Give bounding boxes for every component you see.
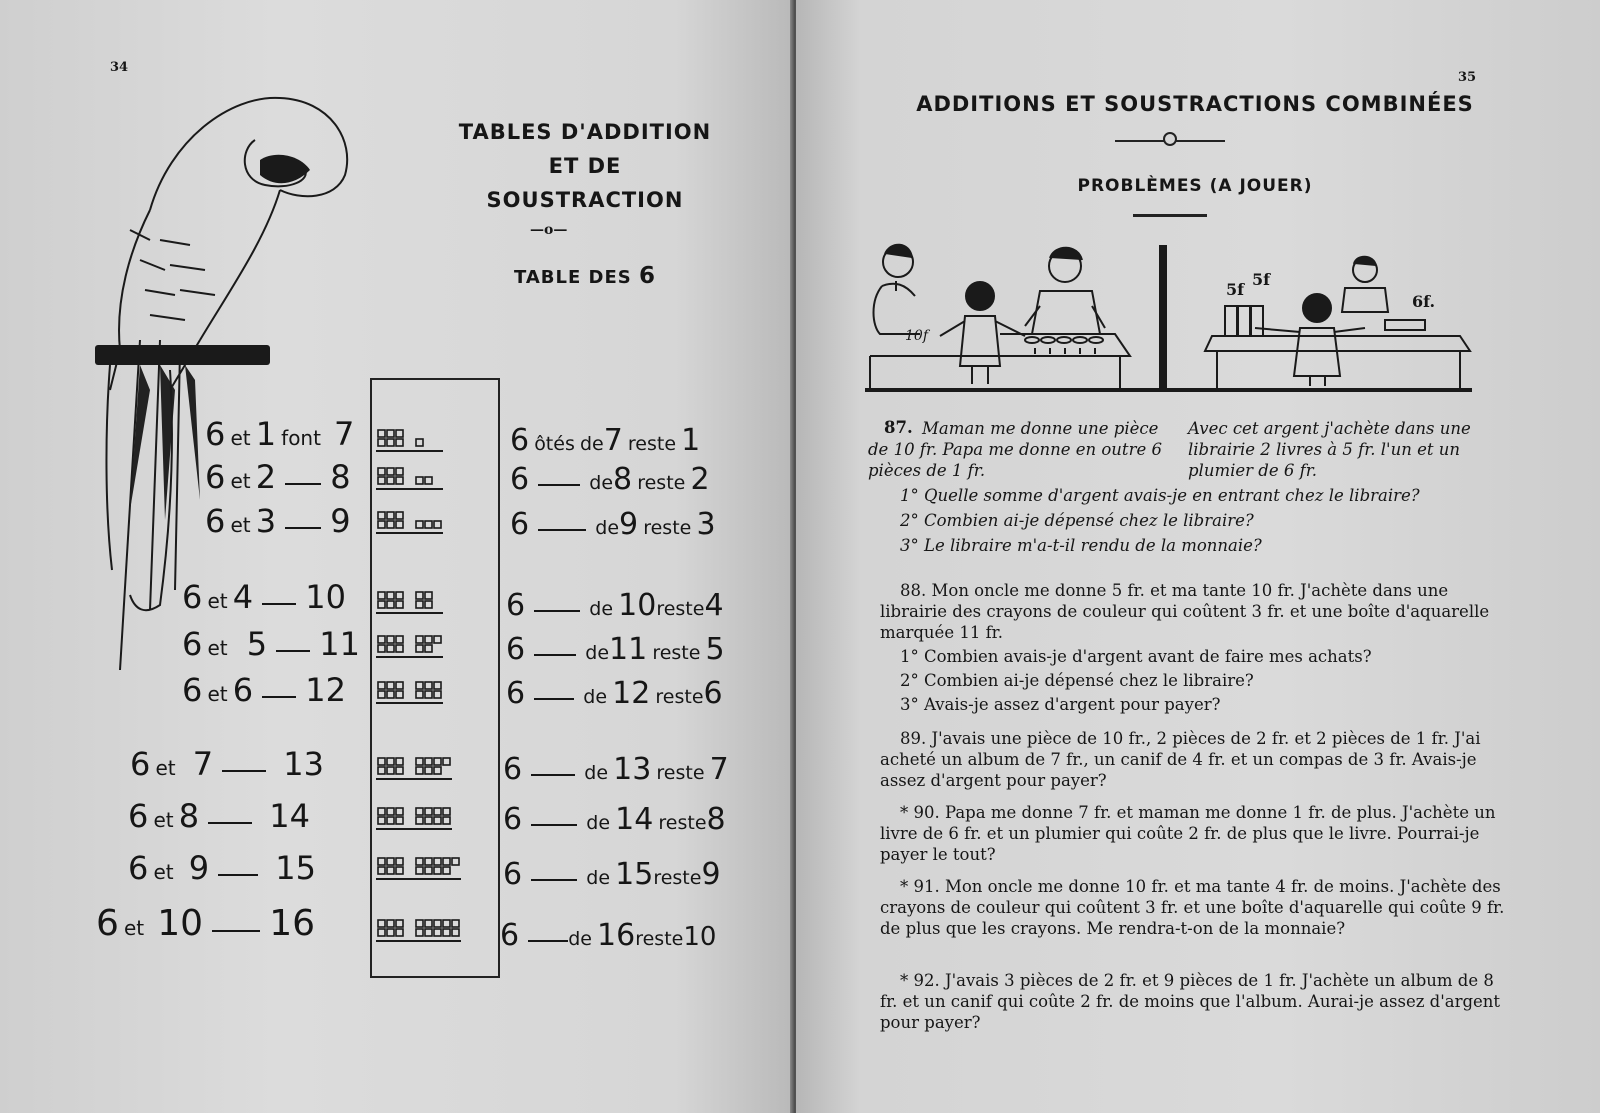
operand: 6 xyxy=(503,752,523,787)
problem-87-left: Maman me donne une pièce de 10 fr. Papa me donne en outre 6 pièces de 1 fr. xyxy=(868,419,1162,480)
counting-block xyxy=(378,817,385,824)
total: 13 xyxy=(613,752,652,787)
problem-number: 87. xyxy=(884,418,913,437)
right-page xyxy=(796,0,1600,1113)
subtitle-underline xyxy=(1133,214,1207,217)
counting-block xyxy=(387,920,394,927)
counting-block xyxy=(425,929,432,936)
problem-90 xyxy=(880,802,1505,865)
subtraction-row xyxy=(503,857,721,892)
result: 13 xyxy=(283,745,324,783)
remainder: 4 xyxy=(704,588,724,623)
counting-block xyxy=(378,691,385,698)
reste-word: reste xyxy=(656,598,705,620)
counting-block xyxy=(387,808,394,815)
counting-block xyxy=(378,858,385,865)
addition-row xyxy=(182,578,346,616)
reste-word: reste xyxy=(658,812,707,834)
page-title-left xyxy=(420,115,750,217)
counting-block xyxy=(416,682,423,689)
problem-text: * 91. Mon oncle me donne 10 fr. et ma tante 4 fr. de moins. J'achète des crayons de couleur qui coûtent 3 fr. et une boîte d'aquarelle qui coûte 9 fr. de plus que les crayons. Me rendra-t-on de la monnaie? xyxy=(880,877,1505,938)
counting-block xyxy=(443,858,450,865)
counting-block xyxy=(452,920,459,927)
operand: 6 xyxy=(500,918,520,953)
de-word: de xyxy=(568,928,592,950)
remainder: 6 xyxy=(703,676,723,711)
operand: 3 xyxy=(255,502,277,540)
result: 8 xyxy=(330,458,351,496)
page-title-right: ADDITIONS ET SOUSTRACTIONS COMBINÉES xyxy=(916,92,1474,116)
counting-block xyxy=(396,767,403,774)
counting-block xyxy=(396,858,403,865)
de-word: de xyxy=(595,517,620,539)
addition-row xyxy=(182,625,360,663)
counting-block xyxy=(378,468,385,475)
counting-block xyxy=(416,767,423,774)
counting-block xyxy=(396,808,403,815)
counting-block xyxy=(396,430,403,437)
pencil-case-price-label: 6f. xyxy=(1412,292,1436,311)
de-word: de xyxy=(583,686,608,708)
rule-ornament xyxy=(1163,132,1177,146)
counting-block xyxy=(416,867,423,874)
counting-block xyxy=(416,929,423,936)
problem-92 xyxy=(880,970,1505,1033)
counting-block xyxy=(387,468,394,475)
counting-block xyxy=(378,682,385,689)
et-word: et xyxy=(153,860,174,884)
problem-87-right: Avec cet argent j'achète dans une librairie 2 livres à 5 fr. l'un et un plumier de 6 fr. xyxy=(1188,419,1471,480)
operand: 9 xyxy=(188,849,210,887)
remainder: 3 xyxy=(696,507,716,542)
total: 15 xyxy=(615,857,654,892)
result: 16 xyxy=(269,903,316,944)
et-word: et xyxy=(230,469,251,493)
addition-row xyxy=(128,849,316,887)
counting-block xyxy=(416,858,423,865)
subtraction-row xyxy=(503,802,726,837)
counting-block xyxy=(396,477,403,484)
counting-block xyxy=(452,929,459,936)
problem-89 xyxy=(880,728,1505,791)
subtraction-row xyxy=(506,676,723,711)
operand: 8 xyxy=(178,797,200,835)
remainder: 1 xyxy=(681,423,701,458)
left-page xyxy=(0,0,794,1113)
addition-row xyxy=(205,502,351,540)
counting-block xyxy=(387,592,394,599)
operand: 6 xyxy=(96,903,119,944)
subtraction-row xyxy=(503,752,729,787)
coin-label: 10f xyxy=(905,328,928,344)
counting-block xyxy=(396,817,403,824)
counting-block xyxy=(416,645,423,652)
et-word: et xyxy=(230,426,251,450)
subtraction-row xyxy=(500,918,716,953)
counting-block xyxy=(387,691,394,698)
problem-text: * 90. Papa me donne 7 fr. et maman me donne 1 fr. de plus. J'achète un livre de 6 fr. et un plumier qui coûte 2 fr. de plus que le livre. Pourrai-je payer le tout? xyxy=(880,803,1496,864)
counting-block xyxy=(387,867,394,874)
result: 10 xyxy=(305,578,346,616)
operand: 6 xyxy=(128,797,149,835)
counting-block xyxy=(434,767,441,774)
counting-block xyxy=(434,920,441,927)
operand: 6 xyxy=(182,578,203,616)
total: 14 xyxy=(615,802,654,837)
et-word: et xyxy=(155,756,176,780)
total: 12 xyxy=(612,676,651,711)
result: 9 xyxy=(330,502,351,540)
question: 1° Quelle somme d'argent avais-je en entrant chez le libraire? xyxy=(900,486,1420,505)
de-word: de xyxy=(586,812,611,834)
reste-word: reste xyxy=(655,686,704,708)
counting-block xyxy=(434,682,441,689)
counting-block xyxy=(378,439,385,446)
counting-block xyxy=(396,439,403,446)
page-number-left: 34 xyxy=(110,60,129,75)
de-word: de xyxy=(585,642,610,664)
counting-block xyxy=(396,758,403,765)
operand: 6 xyxy=(182,671,203,709)
addition-row xyxy=(182,671,346,709)
et-word: et xyxy=(207,636,228,660)
counting-block xyxy=(443,929,450,936)
title-line: TABLES D'ADDITION xyxy=(458,120,712,144)
operand: 6 xyxy=(205,458,226,496)
problem-87-questions xyxy=(880,485,1505,556)
book-price-label: 5f xyxy=(1226,280,1245,299)
counting-blocks-column xyxy=(370,378,500,978)
counting-block xyxy=(378,920,385,927)
counting-block xyxy=(425,758,432,765)
counting-block xyxy=(396,521,403,528)
counting-block xyxy=(387,512,394,519)
title-line: SOUSTRACTION xyxy=(486,188,684,212)
subtitle-text: TABLE DES xyxy=(513,267,632,288)
counting-block xyxy=(443,758,450,765)
counting-block xyxy=(434,758,441,765)
counting-block xyxy=(425,521,432,528)
remainder: 7 xyxy=(709,752,729,787)
reste-word: reste xyxy=(652,642,701,664)
operand: 6 xyxy=(182,625,203,663)
counting-block xyxy=(425,682,432,689)
de-word: de xyxy=(584,762,609,784)
operand: 6 xyxy=(506,588,526,623)
operand: 10 xyxy=(157,903,204,944)
total: 16 xyxy=(597,918,636,953)
operand: 6 xyxy=(205,415,226,453)
et-word: et xyxy=(207,589,228,613)
counting-block xyxy=(416,601,423,608)
operand: 6 xyxy=(510,507,530,542)
question: 3° Avais-je assez d'argent pour payer? xyxy=(900,695,1221,714)
counting-block xyxy=(387,929,394,936)
counting-block xyxy=(396,512,403,519)
operand: 6 xyxy=(130,745,151,783)
counting-block xyxy=(425,477,432,484)
total: 10 xyxy=(618,588,657,623)
counting-block xyxy=(387,858,394,865)
result: 12 xyxy=(305,671,346,709)
result: 11 xyxy=(319,625,360,663)
counting-block xyxy=(396,867,403,874)
problem-88 xyxy=(880,580,1505,715)
question: 1° Combien avais-je d'argent avant de faire mes achats? xyxy=(900,647,1372,666)
result: 7 xyxy=(334,415,355,453)
counting-block xyxy=(387,636,394,643)
counting-block xyxy=(416,592,423,599)
counting-block xyxy=(425,817,432,824)
counting-block xyxy=(387,439,394,446)
counting-block xyxy=(425,920,432,927)
counting-block xyxy=(416,439,423,446)
counting-block xyxy=(378,929,385,936)
operand: 6 xyxy=(128,849,149,887)
problems-subtitle: PROBLÈMES (A JOUER) xyxy=(1077,176,1313,196)
separator: —o— xyxy=(530,222,568,238)
reste-word: reste xyxy=(627,433,677,455)
problem-text: 88. Mon oncle me donne 5 fr. et ma tante 10 fr. J'achète dans une librairie des crayons de couleur qui coûtent 3 fr. et une boîte d'aquarelle marquée 11 fr. xyxy=(880,581,1490,642)
subtraction-row xyxy=(510,507,716,542)
addition-row xyxy=(96,903,315,944)
et-word: et xyxy=(207,682,228,706)
title-line: ET DE xyxy=(548,154,622,178)
reste-word: reste xyxy=(637,472,686,494)
counting-block xyxy=(443,920,450,927)
addition-row xyxy=(205,415,354,453)
de-word: de xyxy=(589,598,614,620)
subtraction-row xyxy=(510,423,700,458)
operand: 6 xyxy=(503,802,523,837)
remainder: 10 xyxy=(683,922,717,952)
result: 14 xyxy=(269,797,310,835)
reste-word: reste xyxy=(643,517,692,539)
reste-word: reste xyxy=(653,867,702,889)
counting-block xyxy=(387,430,394,437)
counting-block xyxy=(416,691,423,698)
counting-block xyxy=(396,636,403,643)
remainder: 2 xyxy=(690,462,710,497)
counting-block xyxy=(443,817,450,824)
counting-block xyxy=(396,601,403,608)
counting-block xyxy=(378,601,385,608)
counting-block xyxy=(396,691,403,698)
counting-block xyxy=(416,636,423,643)
operand: 6 xyxy=(503,857,523,892)
counting-block xyxy=(416,477,423,484)
de-word: de xyxy=(589,472,614,494)
counting-block xyxy=(443,867,450,874)
subtraction-row xyxy=(506,588,724,623)
counting-block xyxy=(425,858,432,865)
counting-block xyxy=(425,601,432,608)
total: 9 xyxy=(619,507,639,542)
counting-block xyxy=(416,758,423,765)
counting-block xyxy=(396,682,403,689)
page-number-right: 35 xyxy=(1458,70,1477,85)
shop-illustration xyxy=(860,236,1475,401)
counting-block xyxy=(416,817,423,824)
counting-block xyxy=(416,920,423,927)
operand: 6 xyxy=(510,462,530,497)
counting-block xyxy=(378,592,385,599)
subtraction-row xyxy=(510,462,710,497)
counting-block xyxy=(387,758,394,765)
counting-block xyxy=(387,477,394,484)
counting-block xyxy=(425,592,432,599)
counting-block xyxy=(378,521,385,528)
counting-block xyxy=(425,767,432,774)
operand: 6 xyxy=(205,502,226,540)
counting-block xyxy=(387,645,394,652)
counting-block xyxy=(396,645,403,652)
addition-row xyxy=(130,745,324,783)
counting-block xyxy=(396,468,403,475)
operand: 6 xyxy=(506,676,526,711)
counting-block xyxy=(378,477,385,484)
operand: 5 xyxy=(246,625,268,663)
counting-block xyxy=(425,691,432,698)
counting-block xyxy=(387,682,394,689)
operand: 2 xyxy=(255,458,277,496)
counting-block xyxy=(425,645,432,652)
problem-91 xyxy=(880,876,1505,939)
counting-block xyxy=(434,521,441,528)
et-word: et xyxy=(230,513,251,537)
counting-block xyxy=(434,636,441,643)
question: 2° Combien ai-je dépensé chez le libraire? xyxy=(900,511,1254,530)
operand: 7 xyxy=(192,745,214,783)
counting-block xyxy=(434,858,441,865)
remainder: 5 xyxy=(705,632,725,667)
counting-block xyxy=(416,808,423,815)
counting-block xyxy=(434,808,441,815)
font-word: font xyxy=(281,426,321,450)
counting-block xyxy=(387,817,394,824)
counting-block xyxy=(434,817,441,824)
counting-block xyxy=(434,929,441,936)
de-word: de xyxy=(579,433,604,455)
total: 7 xyxy=(603,423,623,458)
problem-text: * 92. J'avais 3 pièces de 2 fr. et 9 pièces de 1 fr. J'achète un album de 8 fr. et un canif qui coûte 2 fr. de moins que l'album. Aurai-je assez d'argent pour payer? xyxy=(880,971,1501,1032)
reste-word: reste xyxy=(635,928,684,950)
problem-text: 89. J'avais une pièce de 10 fr., 2 pièces de 2 fr. et 2 pièces de 1 fr. J'ai acheté un album de 7 fr., un canif de 4 fr. et un compas de 3 fr. Avais-je assez d'argent pour payer? xyxy=(880,729,1481,790)
counting-block xyxy=(443,808,450,815)
question: 2° Combien ai-je dépensé chez le libraire? xyxy=(900,671,1254,690)
subtraction-row xyxy=(506,632,725,667)
counting-block xyxy=(434,867,441,874)
otes-word: ôtés xyxy=(534,433,575,455)
counting-block xyxy=(452,858,459,865)
operand: 6 xyxy=(506,632,526,667)
counting-block xyxy=(387,767,394,774)
counting-block xyxy=(387,521,394,528)
et-word: et xyxy=(153,808,174,832)
de-word: de xyxy=(586,867,611,889)
question: 3° Le libraire m'a-t-il rendu de la monnaie? xyxy=(900,536,1262,555)
total: 8 xyxy=(613,462,633,497)
remainder: 9 xyxy=(701,857,721,892)
operand: 1 xyxy=(255,415,277,453)
counting-block xyxy=(378,512,385,519)
book-price-label: 5f xyxy=(1252,270,1271,289)
counting-block xyxy=(378,758,385,765)
counting-block xyxy=(434,691,441,698)
operand: 6 xyxy=(232,671,254,709)
addition-row xyxy=(128,797,310,835)
counting-block xyxy=(378,636,385,643)
operand: 4 xyxy=(232,578,254,616)
counting-block xyxy=(387,601,394,608)
counting-block xyxy=(396,920,403,927)
reste-word: reste xyxy=(656,762,705,784)
table-subtitle xyxy=(420,263,750,289)
counting-block xyxy=(396,929,403,936)
counting-block xyxy=(378,867,385,874)
operand: 6 xyxy=(510,423,530,458)
counting-block xyxy=(378,645,385,652)
result: 15 xyxy=(275,849,316,887)
counting-block xyxy=(416,521,423,528)
counting-block xyxy=(425,867,432,874)
addition-row xyxy=(205,458,351,496)
counting-block xyxy=(425,636,432,643)
counting-block xyxy=(378,808,385,815)
counting-block xyxy=(378,430,385,437)
counting-block xyxy=(425,808,432,815)
counting-block xyxy=(378,767,385,774)
remainder: 8 xyxy=(706,802,726,837)
counting-block xyxy=(396,592,403,599)
total: 11 xyxy=(609,632,648,667)
et-word: et xyxy=(124,916,145,940)
counting-blocks xyxy=(372,380,498,976)
subtitle-number: 6 xyxy=(639,263,657,289)
